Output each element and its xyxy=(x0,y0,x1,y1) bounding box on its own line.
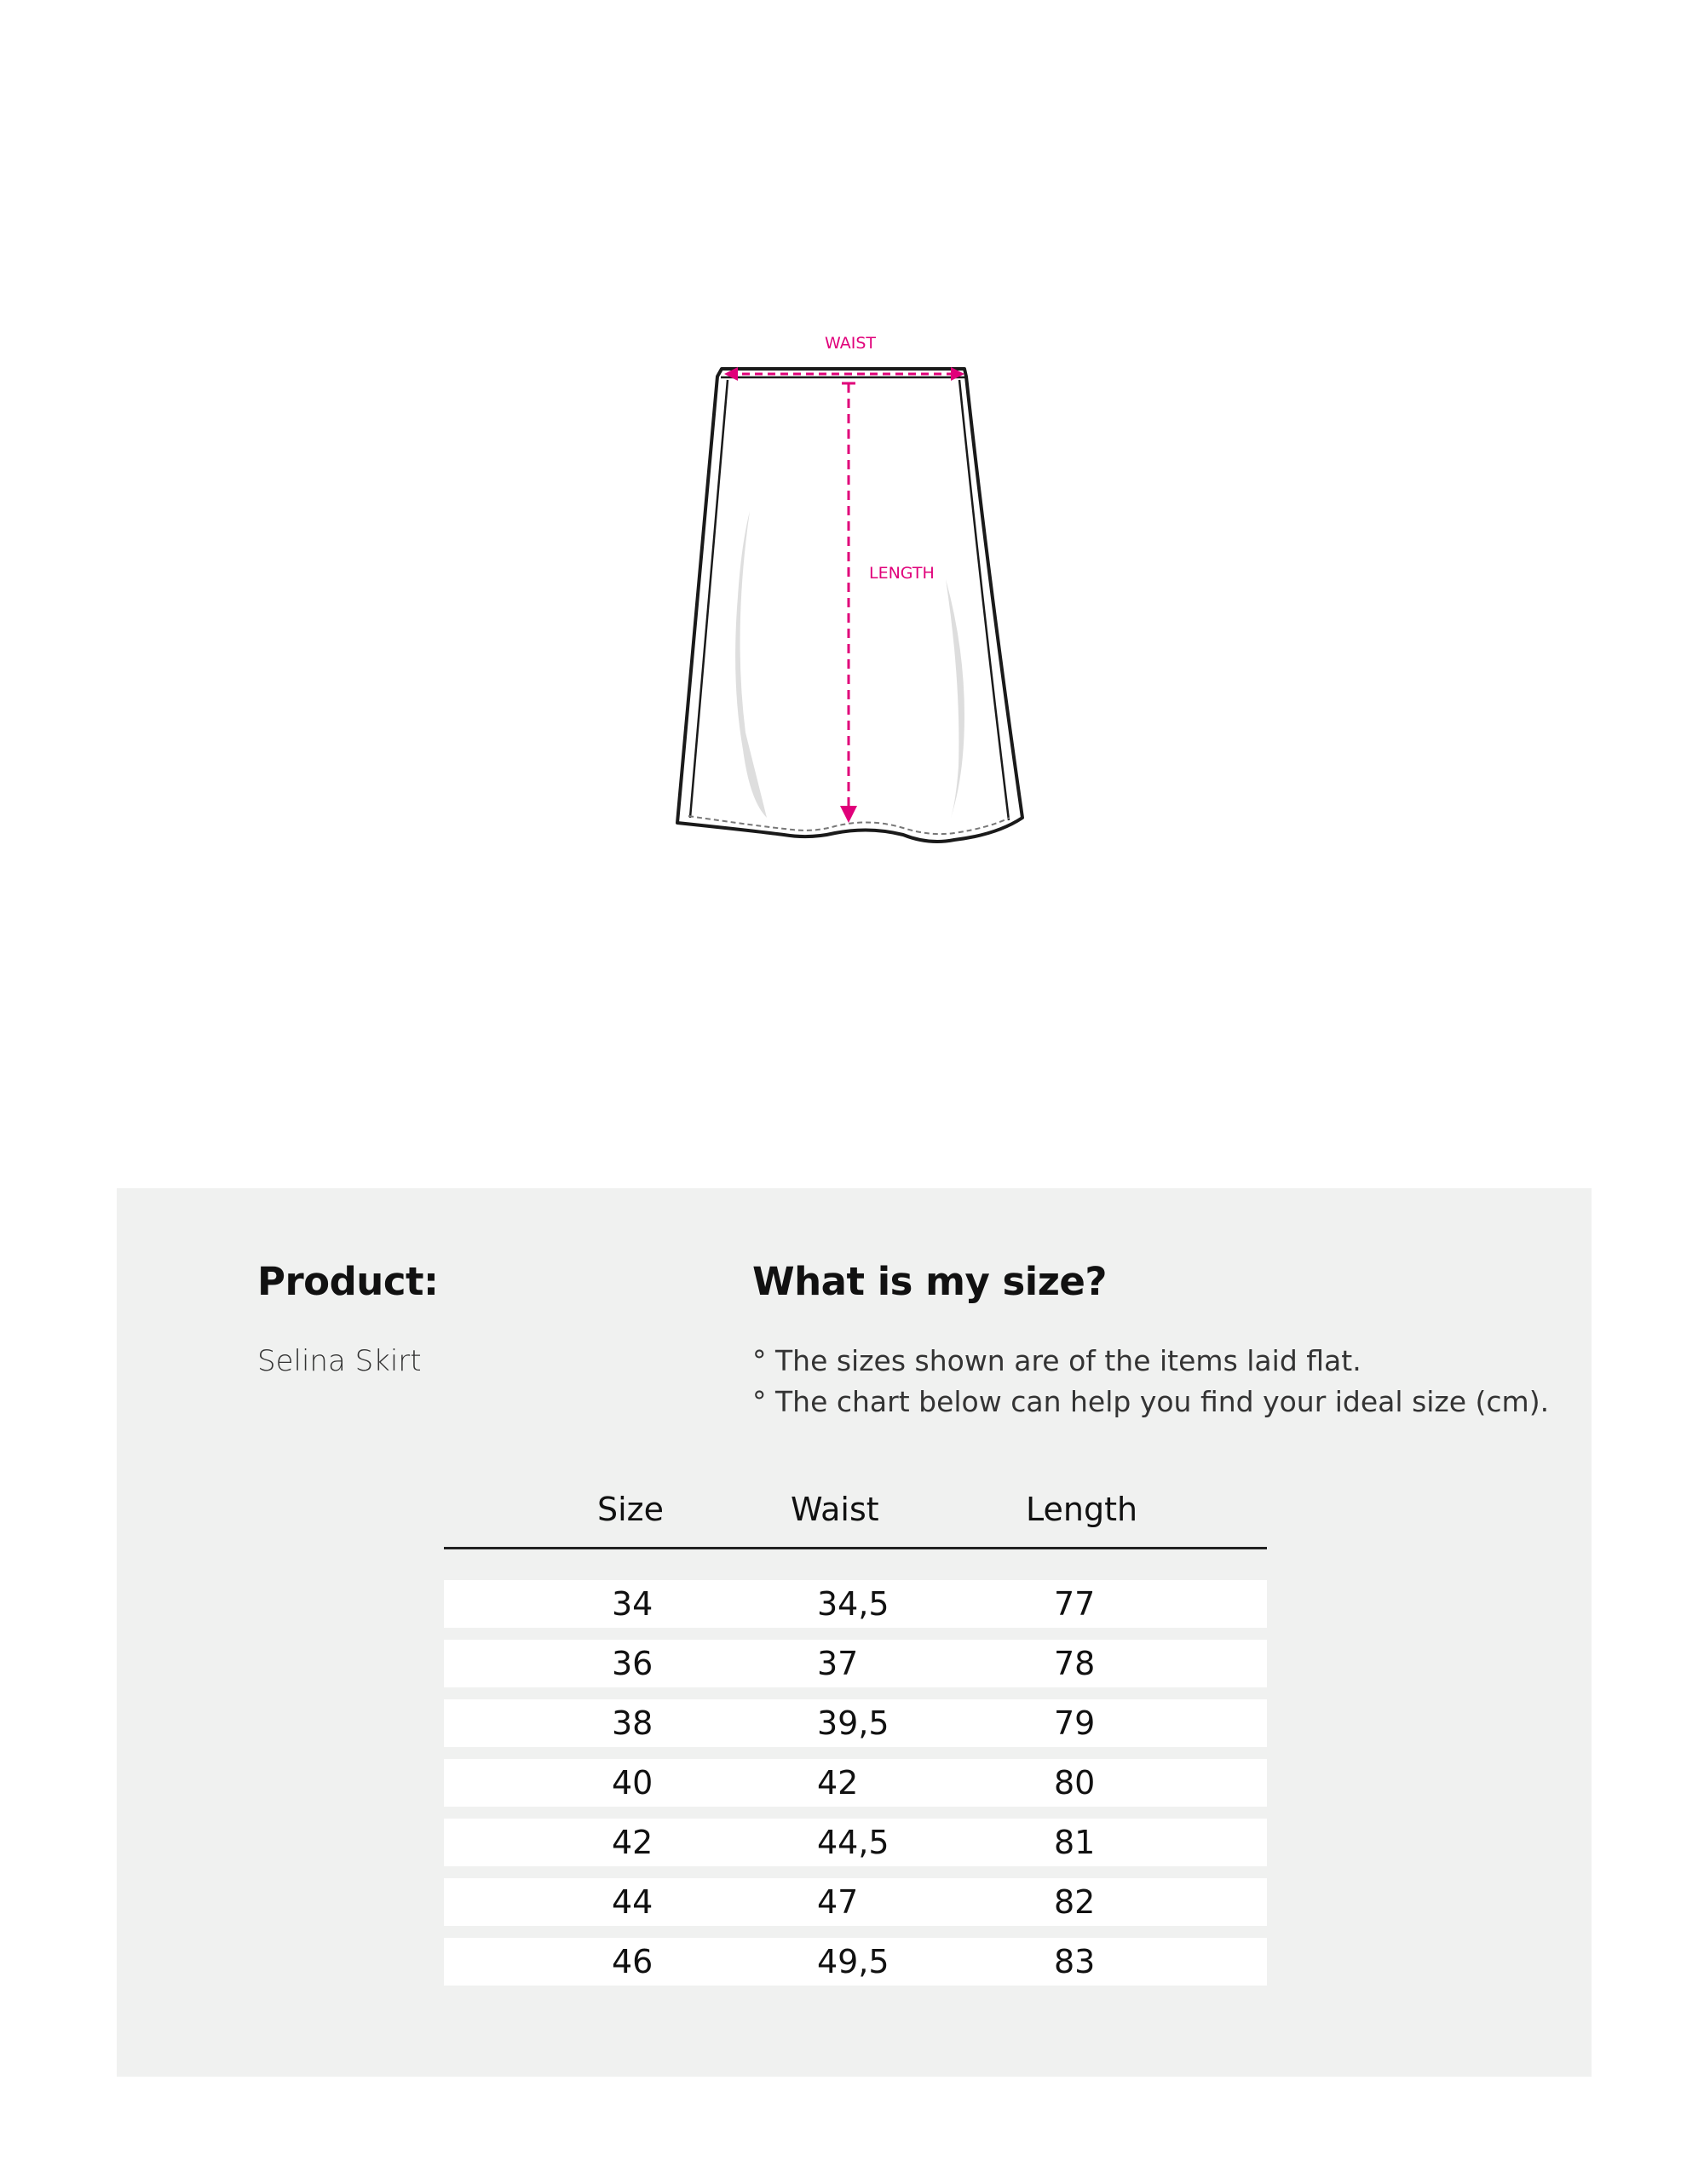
length-cell: 80 xyxy=(1054,1764,1096,1802)
size-help-notes xyxy=(752,1341,1549,1422)
skirt-measurement-diagram xyxy=(665,324,1039,852)
waist-cell: 37 xyxy=(817,1645,859,1682)
size-cell: 38 xyxy=(612,1704,653,1742)
product-heading: Product: xyxy=(257,1259,439,1304)
length-cell: 78 xyxy=(1054,1645,1096,1682)
column-header-waist: Waist xyxy=(791,1491,879,1528)
length-cell: 77 xyxy=(1054,1585,1096,1623)
table-row xyxy=(444,1759,1267,1807)
size-cell: 34 xyxy=(612,1585,653,1623)
size-note: ° The chart below can help you find your ideal size (cm). xyxy=(752,1385,1550,1418)
waist-label: WAIST xyxy=(824,334,877,353)
size-cell: 44 xyxy=(612,1883,653,1921)
table-row xyxy=(444,1580,1267,1628)
length-label: LENGTH xyxy=(869,564,935,583)
size-cell: 40 xyxy=(612,1764,653,1802)
waist-cell: 49,5 xyxy=(817,1943,889,1980)
skirt-illustration xyxy=(665,324,1039,852)
size-cell: 42 xyxy=(612,1824,653,1861)
size-cell: 36 xyxy=(612,1645,653,1682)
waist-cell: 42 xyxy=(817,1764,859,1802)
length-cell: 83 xyxy=(1054,1943,1096,1980)
table-row xyxy=(444,1699,1267,1747)
table-row xyxy=(444,1938,1267,1986)
size-cell: 46 xyxy=(612,1943,653,1980)
waist-cell: 47 xyxy=(817,1883,859,1921)
length-cell: 81 xyxy=(1054,1824,1096,1861)
column-header-size: Size xyxy=(597,1491,665,1528)
table-row xyxy=(444,1819,1267,1866)
length-cell: 82 xyxy=(1054,1883,1096,1921)
size-help-heading: What is my size? xyxy=(752,1259,1108,1304)
size-table-header xyxy=(444,1482,1267,1549)
table-row xyxy=(444,1640,1267,1687)
product-name: Selina Skirt xyxy=(257,1344,422,1378)
waist-cell: 44,5 xyxy=(817,1824,889,1861)
size-note: ° The sizes shown are of the items laid flat. xyxy=(752,1344,1361,1377)
waist-cell: 34,5 xyxy=(817,1585,889,1623)
column-header-length: Length xyxy=(1026,1491,1138,1528)
size-table-body xyxy=(444,1580,1267,1986)
size-table xyxy=(444,1482,1267,1997)
table-row xyxy=(444,1878,1267,1926)
length-cell: 79 xyxy=(1054,1704,1096,1742)
waist-cell: 39,5 xyxy=(817,1704,889,1742)
